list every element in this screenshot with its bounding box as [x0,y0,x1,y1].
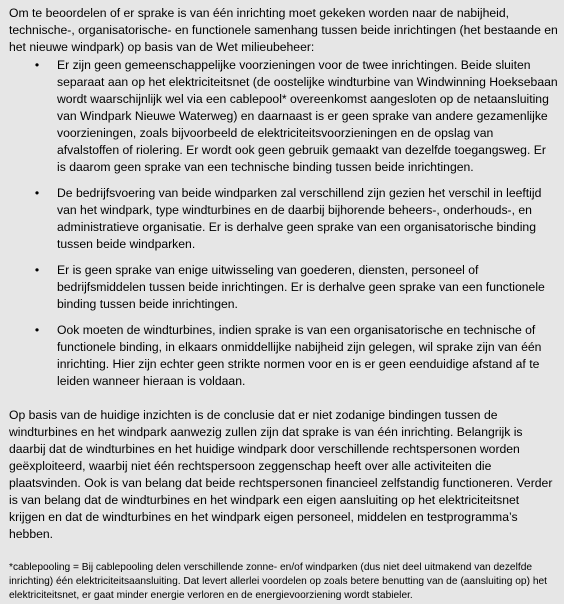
bullet-item-functional [9,262,558,313]
bullet-text: Er zijn geen gemeenschappelijke voorzieningen voor de twee inrichtingen. Beide sluiten separaat aan op het elektriciteitsnet (de oostelijke windturbine van Windwinning Hoeksebaan wordt waarschijnlijk wel via een cablepool* overeenkomst aangesloten op de netaansluiting van Windpark Nieuwe Waterweg) en daarnaast is er geen sprake van andere gezamenlijke voorzieningen, zoals bijvoorbeeld de elektriciteitsvoorzieningen en de opslag van afvalstoffen of riolering. Er wordt ook geen gebruik gemaakt van dezelfde toegangsweg. Er is daarom geen sprake van een technische binding tussen beide inrichtingen. [57,58,558,174]
bullet-icon: • [34,186,40,200]
bullet-item-proximity [9,322,558,390]
bullet-item-organisational [9,185,558,253]
bullet-text: Ook moeten de windturbines, indien sprake is van een organisatorische en technische of functionele binding, in elkaars onmiddellijke nabijheid zijn gelegen, wil sprake zijn van één inrichting. Hier zijn echter geen strikte normen voor en is er geen eenduidige afstand af te leiden wanneer hieraan is voldaan. [57,323,542,388]
conclusion-paragraph: Op basis van de huidige inzichten is de conclusie dat er niet zodanige bindingen tussen de windturbines en het windpark aanwezig zullen zijn dat sprake is van één inrichting. Belangrijk is daarbij dat de windturbines en het huidige windpark door verschillende rechtspersonen worden geëxploiteerd, waarbij niet één rechtspersoon zeggenschap heeft over alle activiteiten die plaatsvinden. Ook is van belang dat beide rechtspersonen financieel zelfstandig functioneren. Verder is van belang dat de windturbines en het windpark een eigen aansluiting op het elektriciteitsnet krijgen en dat de windturbines en het windpark eigen personeel, middelen en testprogramma’s hebben. [9,408,553,541]
bullet-icon: • [34,323,40,337]
footnote-cablepooling: *cablepooling = Bij cablepooling delen verschillende zonne- en/of windparken (dus niet deel uitmakend van dezelfde inrichting) één elektriciteitsaansluiting. Dat levert allerlei voordelen op zoals betere benutting van de (aansluiting op) het elektriciteitsnet, er gaat minder energie verloren en de energievoorziening wordt stabieler. [9,562,547,602]
criteria-bullet-list [9,57,558,390]
intro-paragraph: Om te beoordelen of er sprake is van één inrichting moet gekeken worden naar de nabijheid, technische-, organisatorische- en functionele samenhang tussen beide inrichtingen (het bestaande en het nieuwe windpark) op basis van de Wet milieubeheer: [9,6,558,54]
bullet-icon: • [34,58,40,72]
bullet-item-technical [9,57,558,176]
bullet-text: De bedrijfsvoering van beide windparken zal verschillend zijn gezien het verschil in leeftijd van het windpark, type windturbines en de daarbij bijhorende beheers-, onderhouds-, en administratieve organisatie. Er is derhalve geen sprake van een organisatorische binding tussen beide windparken. [57,186,542,251]
bullet-icon: • [34,263,40,277]
bullet-text: Er is geen sprake van enige uitwisseling van goederen, diensten, personeel of bedrijfsmiddelen tussen beide inrichtingen. Er is derhalve geen sprake van een functionele binding tussen beide inrichtingen. [57,263,545,311]
